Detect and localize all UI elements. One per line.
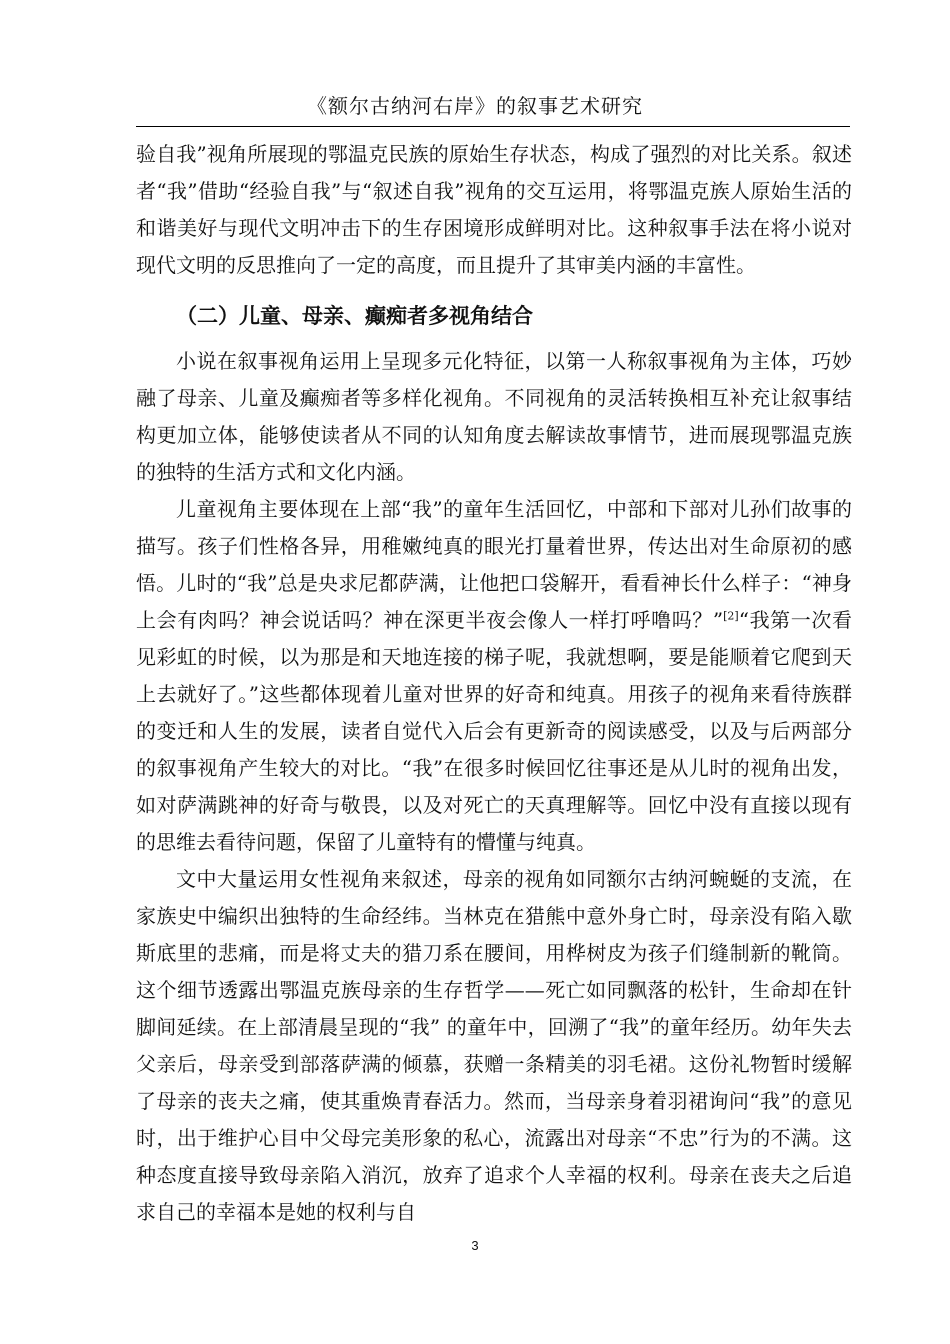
body-text: [136, 136, 852, 1231]
running-header: 《额尔古纳河右岸》的叙事艺术研究: [307, 94, 643, 118]
paragraph-mother-perspective: 文中大量运用女性视角来叙述，母亲的视角如同额尔古纳河蜿蜒的支流，在家族史中编织出独特的生命经纬。当林克在猎熊中意外身亡时，母亲没有陷入歇斯底里的悲痛，而是将丈夫的猎刀系在腰间，用桦树皮为孩子们缝制新的靴筒。这个细节透露出鄂温克族母亲的生存哲学——死亡如同飘落的松针，生命却在针脚间延续。在上部清晨呈现的“我” 的童年中，回溯了“我”的童年经历。幼年失去父亲后，母亲受到部落萨满的倾慕，获赠一条精美的羽毛裙。这份礼物暂时缓解了母亲的丧夫之痛，使其重焕青春活力。然而，当母亲身着羽裙询问“我”的意见时，出于维护心目中父母完美形象的私心，流露出对母亲“不忠”行为的不满。这种态度直接导致母亲陷入消沉，放弃了追求个人幸福的权利。母亲在丧夫之后追求自己的幸福本是她的权利与自: [136, 867, 852, 1224]
citation-marker: [2]: [723, 609, 739, 623]
section-heading: （二）儿童、母亲、癫痴者多视角结合: [176, 304, 533, 328]
paragraph-multiperspective: 小说在叙事视角运用上呈现多元化特征，以第一人称叙事视角为主体，巧妙融了母亲、儿童及癫痴者等多样化视角。不同视角的灵活转换相互补充让叙事结构更加立体，能够使读者从不同的认知角度去解读故事情节，进而展现鄂温克族的独特的生活方式和文化内涵。: [136, 349, 852, 484]
paragraph-child-perspective: [136, 491, 852, 861]
header-divider: [136, 126, 850, 127]
paragraph-text: “我第一次看见彩虹的时候，以为那是和天地连接的梯子呢，我就想啊，要是能顺着它爬到天上去就好了。”这些都体现着儿童对世界的好奇和纯真。用孩子的视角来看待族群的变迁和人生的发展，读者自觉代入后会有更新奇的阅读感受，以及与后两部分的叙事视角产生较大的对比。“我”在很多时候回忆往事还是从儿时的视角出发，如对萨满跳神的好奇与敬畏，以及对死亡的天真理解等。回忆中没有直接以现有的思维去看待问题，保留了儿童特有的懵懂与纯真。: [136, 608, 852, 854]
paragraph-continuation: 验自我”视角所展现的鄂温克民族的原始生存状态，构成了强烈的对比关系。叙述者“我”借助“经验自我”与“叙述自我”视角的交互运用，将鄂温克族人原始生活的和谐美好与现代文明冲击下的生存困境形成鲜明对比。这种叙事手法在将小说对现代文明的反思推向了一定的高度，而且提升了其审美内涵的丰富性。: [136, 142, 852, 277]
paragraph-text: 儿童视角主要体现在上部“我”的童年生活回忆，中部和下部对儿孙们故事的描写。孩子们性格各异，用稚嫩纯真的眼光打量着世界，传达出对生命原初的感悟。儿时的“我”总是央求尼都萨满，让他把口袋解开，看看神长什么样子：“神身上会有肉吗？神会说话吗？神在深更半夜会像人一样打呼噜吗？”: [136, 497, 852, 632]
page-number: 3: [471, 1238, 479, 1253]
